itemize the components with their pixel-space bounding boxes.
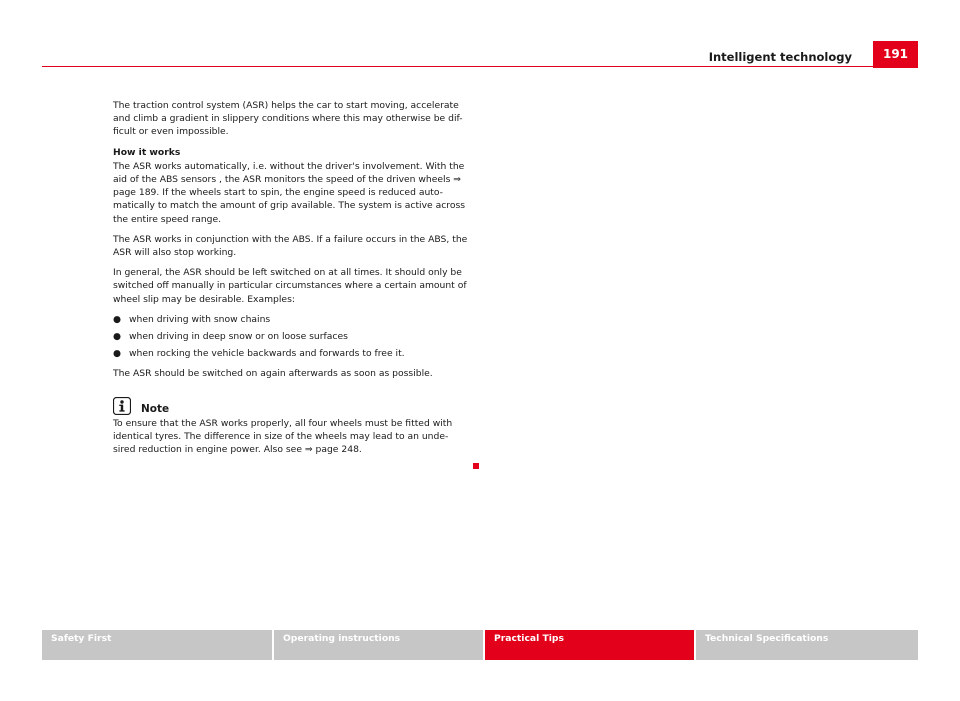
body-paragraph: The ASR works automatically, i.e. without the driver's involvement. With the aid of the ABS sensors , the ASR monitors the speed of the driven wheels ⇒ page 189. If the wheels start to spin, the engine speed is reduced auto-matically to match the amount of grip available. The system is active across the entire speed range. <box>113 160 466 225</box>
bullet-icon: ● <box>113 313 122 325</box>
header-rule-accent <box>873 66 918 68</box>
examples-list <box>113 313 473 361</box>
list-item <box>113 313 473 326</box>
list-item-text: when driving with snow chains <box>129 313 271 325</box>
note-text: To ensure that the ASR works properly, all four wheels must be fitted with identical tyres. The difference in size of the wheels may lead to an unde-sired reduction in engine power. Also see ⇒ page 248. <box>113 417 453 456</box>
intro-paragraph: The traction control system (ASR) helps the car to start moving, accelerate and climb a gradient in slippery conditions where this may otherwise be dif-ficult or even impossible. <box>113 100 463 138</box>
header-rule <box>42 66 873 67</box>
note-block <box>113 393 473 457</box>
body-paragraph: The ASR works in conjunction with the ABS. If a failure occurs in the ABS, the ASR will also stop working. <box>113 233 468 259</box>
list-item <box>113 330 473 343</box>
tab-technical-specifications[interactable]: Technical Specifications <box>696 630 918 660</box>
list-item-text: when driving in deep snow or on loose surfaces <box>129 331 348 343</box>
tab-operating-instructions[interactable]: Operating instructions <box>274 630 483 660</box>
section-title: Intelligent technology <box>708 50 852 64</box>
tab-practical-tips[interactable]: Practical Tips <box>485 630 694 660</box>
body-paragraph: In general, the ASR should be left switched on at all times. It should only be switched off manually in particular circumstances where a certain amount of wheel slip may be desirable. Examples: <box>113 267 467 305</box>
note-info-icon <box>113 397 131 415</box>
body-paragraph: The ASR should be switched on again afterwards as soon as possible. <box>113 368 433 380</box>
main-content <box>113 99 473 463</box>
footer-nav <box>42 630 918 660</box>
bullet-icon: ● <box>113 348 122 360</box>
note-header <box>113 393 473 415</box>
tab-safety-first[interactable]: Safety First <box>42 630 272 660</box>
list-item-text: when rocking the vehicle backwards and forwards to free it. <box>129 348 405 360</box>
subheading: How it works <box>113 146 181 158</box>
section-end-marker <box>473 463 479 469</box>
page-number: 191 <box>873 41 918 67</box>
bullet-icon: ● <box>113 331 122 343</box>
note-title: Note <box>141 402 170 415</box>
list-item <box>113 347 473 360</box>
